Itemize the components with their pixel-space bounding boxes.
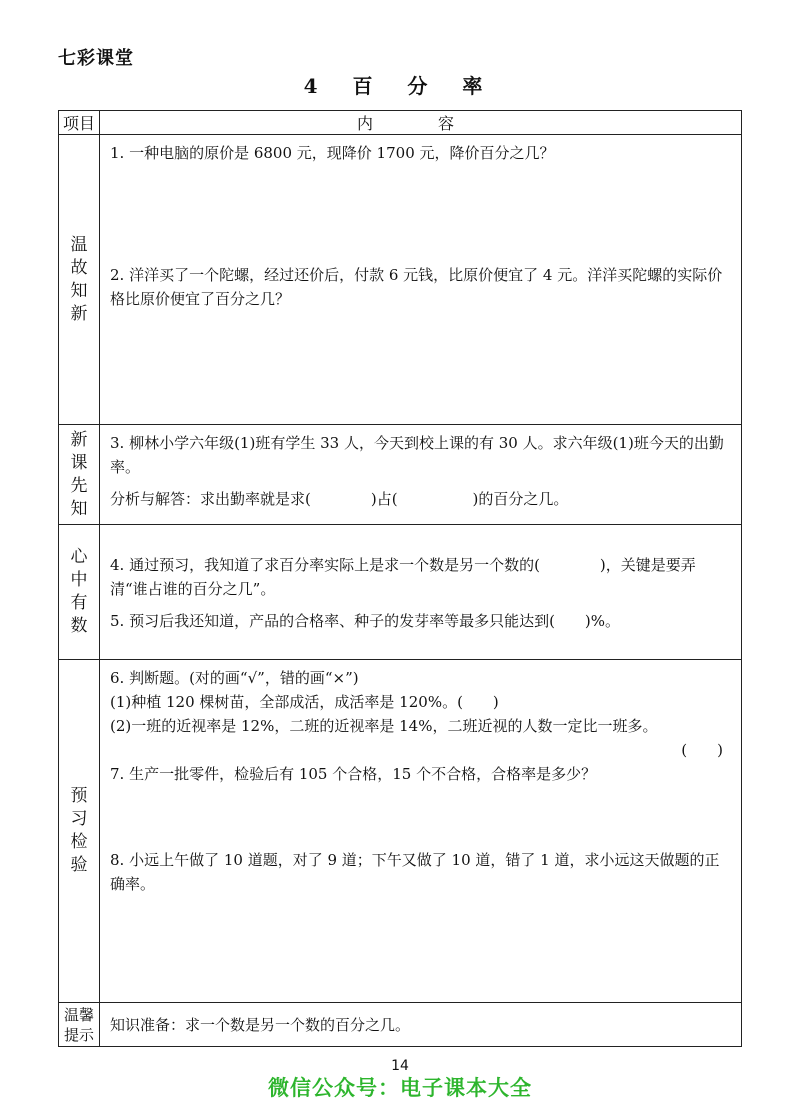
header-content: 内 容 <box>100 111 742 135</box>
question-8: 8. 小远上午做了 10 道题，对了 9 道；下午又做了 10 道，错了 1 道，求小远这天做题的正确率。 <box>110 851 720 893</box>
question-6: 6. 判断题。(对的画“√”，错的画“×”) <box>110 669 359 687</box>
section-review <box>59 135 742 425</box>
section-tips <box>59 1003 742 1047</box>
question-6-2: (2)一班的近视率是 12%，二班的近视率是 14%，二班近视的人数一定比一班多。 <box>110 717 658 735</box>
worksheet-table <box>58 110 742 1047</box>
question-5: 5. 预习后我还知道，产品的合格率、种子的发芽率等最多只能达到( )%。 <box>110 612 621 630</box>
section-preview-check <box>59 660 742 1003</box>
section-content <box>100 525 742 660</box>
section-category: 新课先知 <box>59 425 100 525</box>
section-content <box>100 1003 742 1047</box>
watermark-text: 微信公众号：电子课本大全 <box>268 1076 532 1100</box>
section-category: 温故知新 <box>59 135 100 425</box>
question-7: 7. 生产一批零件，检验后有 105 个合格，15 个不合格，合格率是多少？ <box>110 765 597 783</box>
section-content <box>100 660 742 1003</box>
question-4: 4. 通过预习，我知道了求百分率实际上是求一个数是另一个数的( )，关键是要弄清“谁占谁的百分之几”。 <box>110 556 696 598</box>
question-1: 1. 一种电脑的原价是 6800 元，现降价 1700 元，降价百分之几？ <box>110 144 555 162</box>
section-new-lesson <box>59 425 742 525</box>
question-3: 3. 柳林小学六年级(1)班有学生 33 人，今天到校上课的有 30 人。求六年级(1)班今天的出勤率。 <box>110 434 724 476</box>
page-title: 4 百 分 率 <box>303 74 497 98</box>
tip-text: 知识准备：求一个数是另一个数的百分之几。 <box>110 1015 411 1034</box>
brand-logo <box>58 44 134 70</box>
section-content <box>100 425 742 525</box>
section-category: 温馨提示 <box>59 1003 100 1047</box>
question-2: 2. 洋洋买了一个陀螺，经过还价后，付款 6 元钱，比原价便宜了 4 元。洋洋买陀螺的实际价格比原价便宜了百分之几？ <box>110 266 723 308</box>
page-number: 14 <box>391 1058 409 1074</box>
answer-parentheses: ( ) <box>681 741 723 759</box>
section-category: 心中有数 <box>59 525 100 660</box>
brand-text: 七彩课堂 <box>58 48 134 69</box>
table-header-row <box>59 111 742 135</box>
section-content <box>100 135 742 425</box>
question-3-analysis: 分析与解答：求出勤率就是求( )占( )的百分之几。 <box>110 490 569 508</box>
section-category: 预习检验 <box>59 660 100 1003</box>
header-item: 项目 <box>59 111 100 135</box>
section-know-well <box>59 525 742 660</box>
question-6-1: (1)种植 120 棵树苗，全部成活，成活率是 120%。( ) <box>110 693 499 711</box>
